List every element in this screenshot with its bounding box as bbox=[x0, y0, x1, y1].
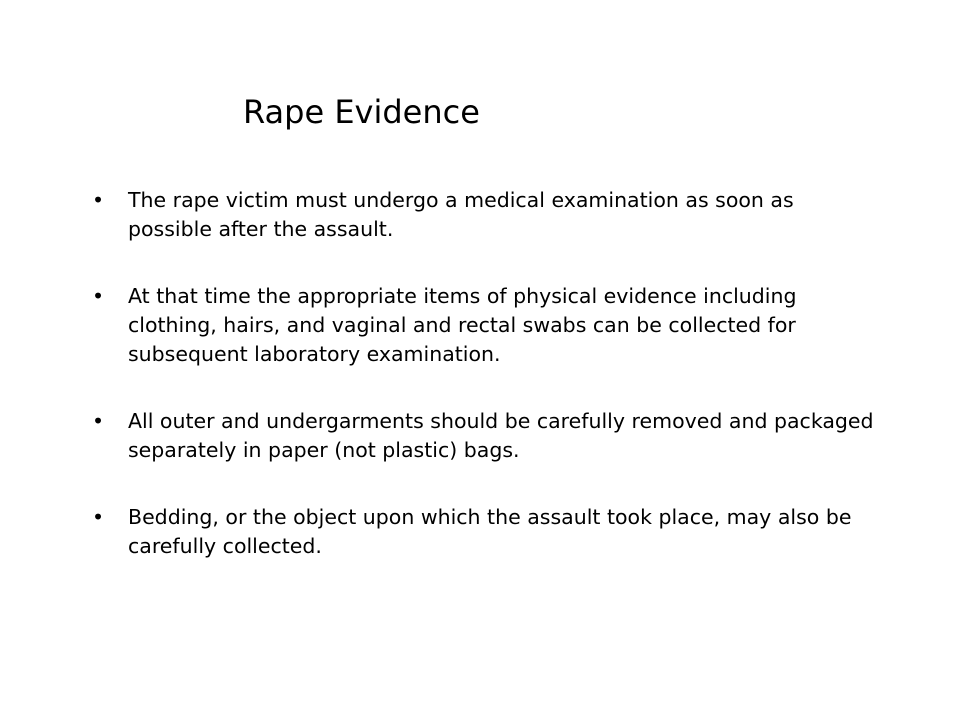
bullet-text: All outer and undergarments should be carefully removed and packaged separately in paper (not plastic) bags. bbox=[128, 409, 874, 462]
bullet-dot-icon: • bbox=[91, 188, 105, 212]
slide-title: Rape Evidence bbox=[243, 93, 480, 131]
bullet-list bbox=[88, 186, 878, 599]
bullet-dot-icon: • bbox=[91, 284, 105, 308]
bullet-item bbox=[88, 503, 878, 561]
bullet-text: Bedding, or the object upon which the assault took place, may also be carefully collected. bbox=[128, 505, 852, 558]
bullet-dot-icon: • bbox=[91, 505, 105, 529]
bullet-text: At that time the appropriate items of physical evidence including clothing, hairs, and vaginal and rectal swabs can be collected for subsequent laboratory examination. bbox=[128, 284, 797, 366]
bullet-text: The rape victim must undergo a medical examination as soon as possible after the assault. bbox=[128, 188, 794, 241]
bullet-item bbox=[88, 407, 878, 465]
bullet-item bbox=[88, 186, 878, 244]
bullet-dot-icon: • bbox=[91, 409, 105, 433]
bullet-item bbox=[88, 282, 878, 369]
